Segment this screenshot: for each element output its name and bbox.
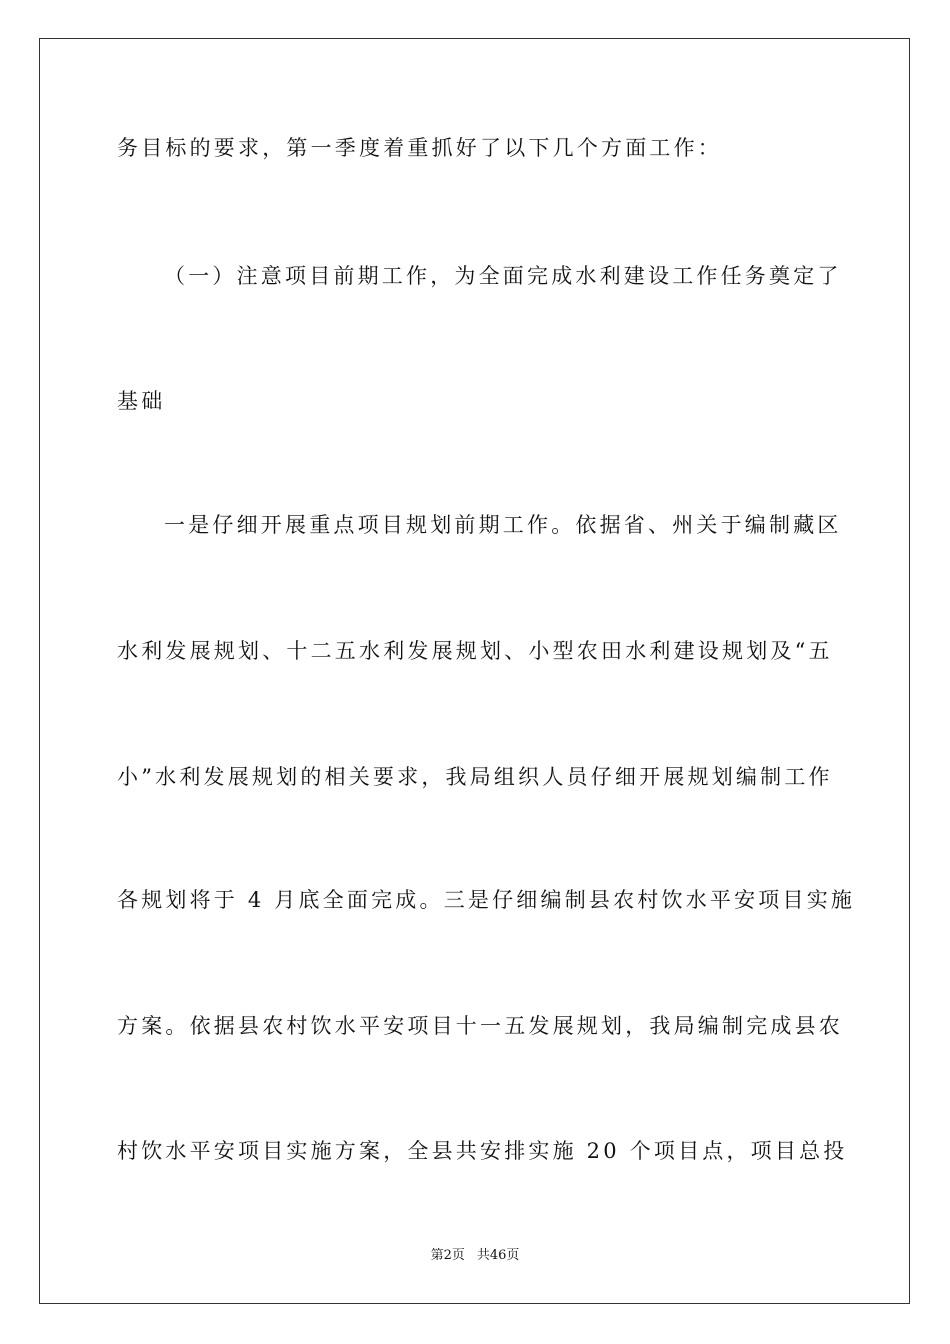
body-line-6: 小”水利发展规划的相关要求，我局组织人员仔细开展规划编制工作 [117,765,833,789]
page-number: 第2页 [430,1248,465,1263]
page-total: 共46页 [476,1248,520,1263]
body-line-5: 水利发展规划、十二五水利发展规划、小型农田水利建设规划及“五 [117,639,833,663]
body-line-1: 务目标的要求，第一季度着重抓好了以下几个方面工作： [117,136,722,160]
body-line-2: （一）注意项目前期工作，为全面完成水利建设工作任务奠定了 [164,264,842,288]
body-line-8: 方案。依据县农村饮水平安项目十一五发展规划，我局编制完成县农 [117,1014,843,1038]
body-line-4: 一是仔细开展重点项目规划前期工作。依据省、州关于编制藏区 [164,513,842,537]
page-footer [0,1247,950,1265]
body-line-3: 基础 [117,389,166,413]
body-line-7: 各规划将于 4 月底全面完成。三是仔细编制县农村饮水平安项目实施 [117,888,856,912]
body-line-9: 村饮水平安项目实施方案，全县共安排实施 20 个项目点，项目总投 [117,1139,848,1163]
page-border [39,38,910,1304]
